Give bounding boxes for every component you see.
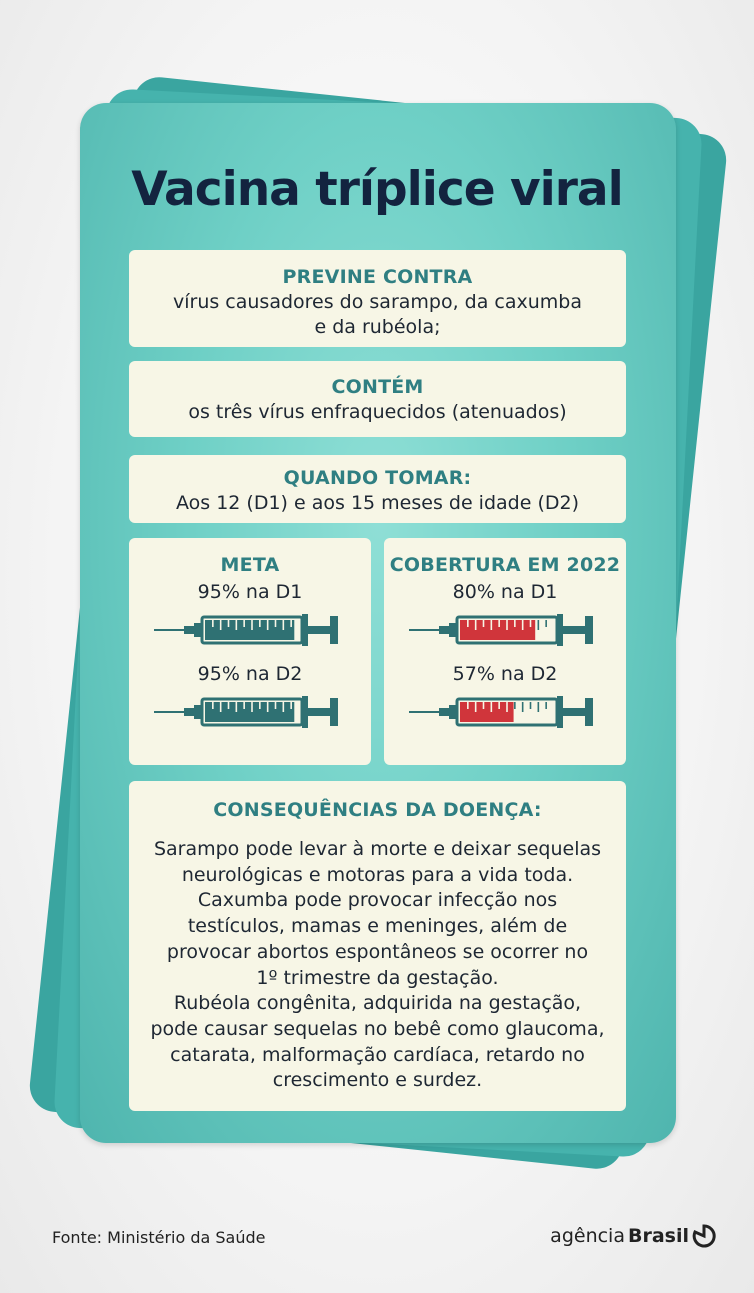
syringe-icon xyxy=(154,612,346,648)
cons-line: crescimento e surdez. xyxy=(272,1069,483,1092)
cons-line: testículos, mamas e meninges, além de xyxy=(187,915,568,938)
brand-logo xyxy=(550,1224,716,1248)
syringe-fill xyxy=(460,620,535,640)
contem-label: CONTÉM xyxy=(331,376,424,398)
quando-text: Aos 12 (D1) e aos 15 meses de idade (D2) xyxy=(175,492,579,514)
brand-light-text: agência xyxy=(550,1225,625,1247)
consequencias-label: CONSEQUÊNCIAS DA DOENÇA: xyxy=(213,799,542,821)
meta-d1-text: 95% na D1 xyxy=(197,581,303,603)
cobertura-label: COBERTURA EM 2022 xyxy=(389,554,621,576)
page-title: Vacina tríplice viral xyxy=(131,162,623,217)
syringe-icon xyxy=(154,694,346,730)
cons-line: provocar abortos espontâneos se ocorrer no xyxy=(166,940,589,963)
cons-line: Rubéola congênita, adquirida na gestação, xyxy=(173,992,582,1015)
syringe-icon xyxy=(409,694,601,730)
cons-line: neurológicas e motoras para a vida toda. xyxy=(181,863,574,886)
previne-line-2: e da rubéola; xyxy=(314,316,441,338)
meta-box xyxy=(129,538,371,765)
meta-d2-text: 95% na D2 xyxy=(197,663,303,685)
brand-bold-text: Brasil xyxy=(627,1225,689,1247)
contem-box xyxy=(129,361,626,437)
syringe-icon xyxy=(409,612,601,648)
syringe-fill xyxy=(205,702,294,722)
cobertura-box xyxy=(384,538,626,765)
quando-box xyxy=(129,455,626,523)
previne-line-1: vírus causadores do sarampo, da caxumba xyxy=(172,291,583,313)
cons-line: pode causar sequelas no bebê como glaucoma, xyxy=(150,1017,605,1040)
cons-line: 1º trimestre da gestação. xyxy=(256,966,499,989)
cons-line: catarata, malformação cardíaca, retardo no xyxy=(170,1043,585,1066)
consequencias-box xyxy=(129,781,626,1111)
cons-line: Sarampo pode levar à morte e deixar sequelas xyxy=(153,838,602,860)
cobertura-d1-text: 80% na D1 xyxy=(452,581,558,603)
consequencias-text xyxy=(129,837,626,1094)
source-credit: Fonte: Ministério da Saúde xyxy=(52,1228,266,1247)
syringe-fill xyxy=(205,620,294,640)
contem-text: os três vírus enfraquecidos (atenuados) xyxy=(188,401,567,423)
cons-line: Caxumba pode provocar infecção nos xyxy=(197,889,558,912)
meta-label: META xyxy=(220,554,280,576)
quando-label: QUANDO TOMAR: xyxy=(283,467,472,489)
previne-box xyxy=(129,250,626,347)
previne-label: PREVINE CONTRA xyxy=(282,266,473,288)
cobertura-d2-text: 57% na D2 xyxy=(452,663,558,685)
brand-circle-icon xyxy=(692,1224,716,1248)
